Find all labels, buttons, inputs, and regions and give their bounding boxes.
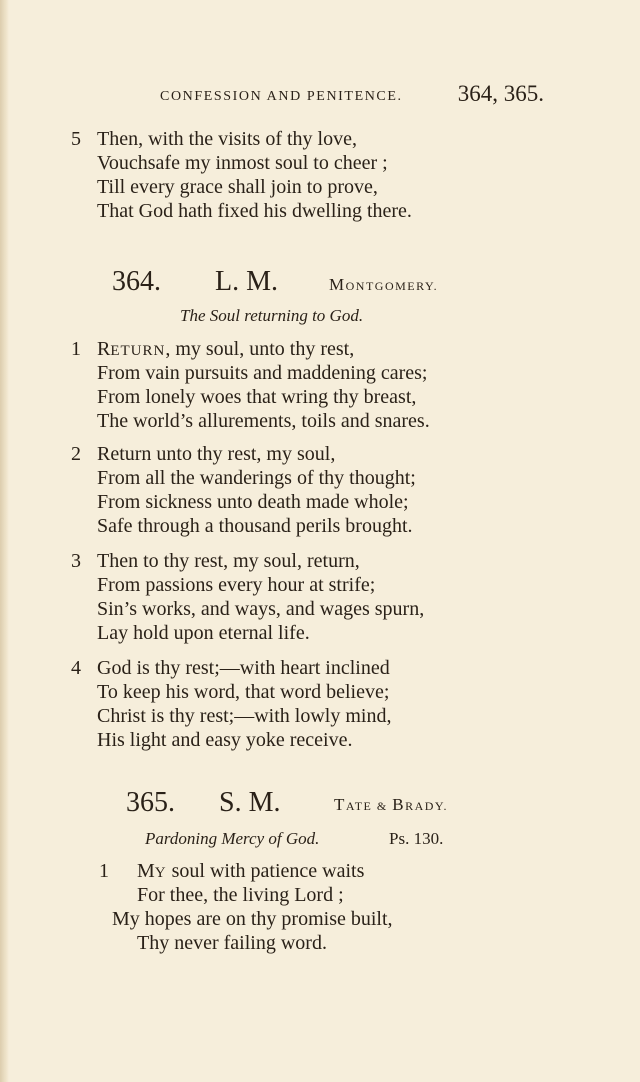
- verse-number: 1: [99, 860, 109, 882]
- hymn-author: [329, 275, 438, 295]
- verse-line: The world’s allurements, toils and snares.: [97, 410, 430, 432]
- first-line-rest: soul with patience waits: [166, 860, 365, 882]
- hymn-meter: L. M.: [215, 266, 278, 297]
- verse-line: God is thy rest;—with heart inclined: [97, 657, 390, 679]
- author-rest: RADY.: [405, 799, 449, 813]
- verse-line: From all the wanderings of thy thought;: [97, 467, 416, 489]
- verse-line: From lonely woes that wring thy breast,: [97, 386, 417, 408]
- verse-line: His light and easy yoke receive.: [97, 729, 353, 751]
- running-head: [160, 81, 544, 112]
- drop-initial: R: [97, 338, 111, 360]
- verse-line: Safe through a thousand perils brought.: [97, 515, 413, 537]
- verse-line: From passions every hour at strife;: [97, 574, 376, 596]
- verse-number: 3: [71, 550, 81, 572]
- verse-number: 2: [71, 443, 81, 465]
- verse-line: To keep his word, that word believe;: [97, 681, 390, 703]
- verse-line: Christ is thy rest;—with lowly mind,: [97, 705, 392, 727]
- author-initial: T: [334, 795, 346, 814]
- author-rest: ONTGOMERY.: [345, 279, 439, 293]
- verse-number: 1: [71, 338, 81, 360]
- page-edge: [0, 0, 9, 1082]
- author-initial: B: [392, 795, 406, 814]
- verse-line: My hopes are on thy promise built,: [112, 908, 393, 930]
- verse-line: Return unto thy rest, my soul,: [97, 443, 336, 465]
- verse-line: Till every grace shall join to prove,: [97, 176, 378, 198]
- small-caps-word: ETURN: [110, 343, 166, 359]
- hymn-subtitle: The Soul returning to God.: [180, 306, 364, 325]
- hymn-author: [334, 795, 448, 815]
- verse-line: That God hath fixed his dwelling there.: [97, 200, 412, 222]
- verse-line: Then, with the visits of thy love,: [97, 128, 357, 150]
- verse-line: Vouchsafe my inmost soul to cheer ;: [97, 152, 388, 174]
- drop-initial: M: [137, 860, 155, 882]
- small-caps-word: Y: [154, 865, 167, 881]
- verse-first-line: [97, 338, 354, 361]
- verse-number: 5: [71, 128, 81, 150]
- verse-line: Lay hold upon eternal life.: [97, 622, 310, 644]
- verse-line: From sickness unto death made whole;: [97, 491, 409, 513]
- verse-first-line: [137, 860, 364, 883]
- verse-line: Thy never failing word.: [137, 932, 327, 954]
- verse-number: 4: [71, 657, 81, 679]
- verse-line: For thee, the living Lord ;: [137, 884, 344, 906]
- author-rest: ATE &: [345, 799, 393, 813]
- running-head-page-numbers: 364, 365.: [457, 81, 544, 106]
- verse-line: From vain pursuits and maddening cares;: [97, 362, 428, 384]
- verse-line: Sin’s works, and ways, and wages spurn,: [97, 598, 425, 620]
- hymn-number: 364.: [112, 266, 161, 297]
- psalm-reference: Ps. 130.: [389, 829, 444, 848]
- hymn-meter: S. M.: [219, 787, 281, 818]
- first-line-rest: , my soul, unto thy rest,: [165, 338, 355, 360]
- hymn-number: 365.: [126, 787, 175, 818]
- verse-line: Then to thy rest, my soul, return,: [97, 550, 360, 572]
- author-initial: M: [329, 275, 346, 294]
- hymn-subtitle: Pardoning Mercy of God.: [145, 829, 320, 848]
- running-head-title: CONFESSION AND PENITENCE.: [160, 89, 403, 104]
